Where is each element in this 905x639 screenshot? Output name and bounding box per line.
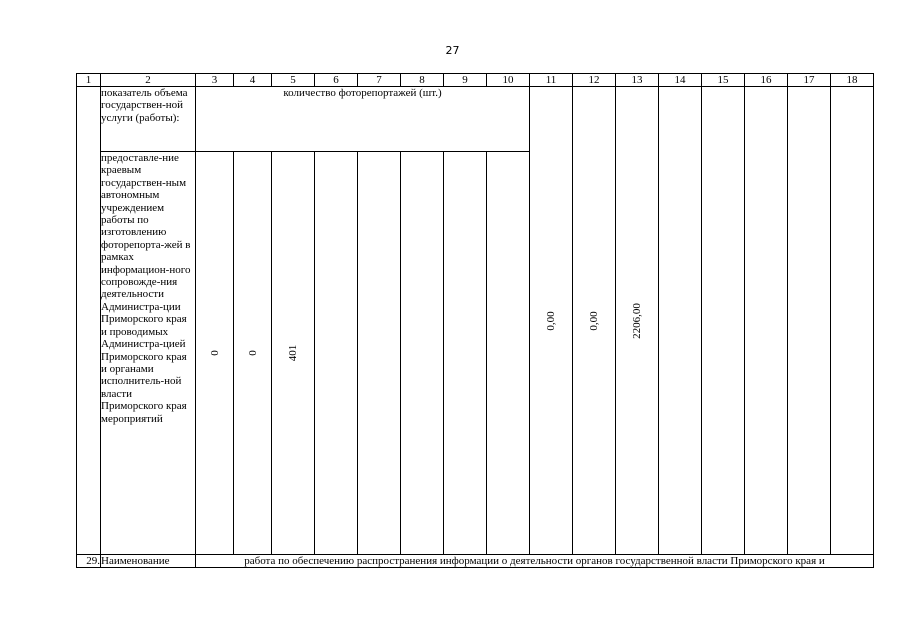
header-cell-10: 10 (487, 74, 530, 87)
empty-cell-15 (702, 87, 745, 555)
header-cell-15: 15 (702, 74, 745, 87)
empty-cell-8 (401, 152, 444, 555)
header-cell-17: 17 (788, 74, 831, 87)
unit-label-cell: количество фоторепортажей (шт.) (196, 87, 530, 152)
table-row (77, 555, 874, 568)
value-3: 0 (208, 350, 221, 356)
header-cell-16: 16 (745, 74, 788, 87)
header-cell-7: 7 (358, 74, 401, 87)
value-4: 0 (246, 350, 259, 356)
work-name-cell: работа по обеспечению распространения информации о деятельности органов государственной власти Приморского края и (196, 555, 874, 568)
value-cell-12 (573, 87, 616, 555)
empty-cell-14 (659, 87, 702, 555)
work-description-cell: предоставле-ние краевым государствен-ным автономным учреждением работы по изготовлению фоторепорта-жей в рамках информацион-ного сопровожде-ния деятельности Администра-ции Приморского края и проводимых Администра-цией Приморского края и органами исполнитель-ной власти Приморского края мероприятий (101, 152, 196, 555)
empty-cell-7 (358, 152, 401, 555)
header-cell-13: 13 (616, 74, 659, 87)
empty-cell-18 (831, 87, 874, 555)
header-cell-18: 18 (831, 74, 874, 87)
header-cell-12: 12 (573, 74, 616, 87)
value-cell-13 (616, 87, 659, 555)
row-number-cell (77, 87, 101, 152)
header-cell-11: 11 (530, 74, 573, 87)
empty-cell-17 (788, 87, 831, 555)
header-cell-9: 9 (444, 74, 487, 87)
value-cell-4 (234, 152, 272, 555)
value-cell-5 (272, 152, 315, 555)
header-cell-1: 1 (77, 74, 101, 87)
header-cell-5: 5 (272, 74, 315, 87)
table-row (77, 87, 874, 152)
header-row (77, 74, 874, 87)
empty-cell-6 (315, 152, 358, 555)
header-cell-14: 14 (659, 74, 702, 87)
empty-cell-9 (444, 152, 487, 555)
header-cell-4: 4 (234, 74, 272, 87)
header-cell-8: 8 (401, 74, 444, 87)
value-5: 401 (286, 344, 299, 362)
value-cell-3 (196, 152, 234, 555)
empty-cell-10 (487, 152, 530, 555)
value-13: 2206,00 (630, 302, 643, 339)
header-cell-6: 6 (315, 74, 358, 87)
header-cell-3: 3 (196, 74, 234, 87)
header-cell-2: 2 (101, 74, 196, 87)
budget-table (76, 73, 874, 568)
value-cell-11 (530, 87, 573, 555)
indicator-label-cell: показатель объема государствен-ной услуги (работы): (101, 87, 196, 152)
name-label-cell: Наименование (101, 555, 196, 568)
row-number-cell (77, 152, 101, 555)
empty-cell-16 (745, 87, 788, 555)
value-12: 0,00 (587, 310, 600, 331)
value-11: 0,00 (544, 310, 557, 331)
page-number: 27 (445, 44, 460, 57)
row-number-29: 29. (77, 555, 101, 568)
